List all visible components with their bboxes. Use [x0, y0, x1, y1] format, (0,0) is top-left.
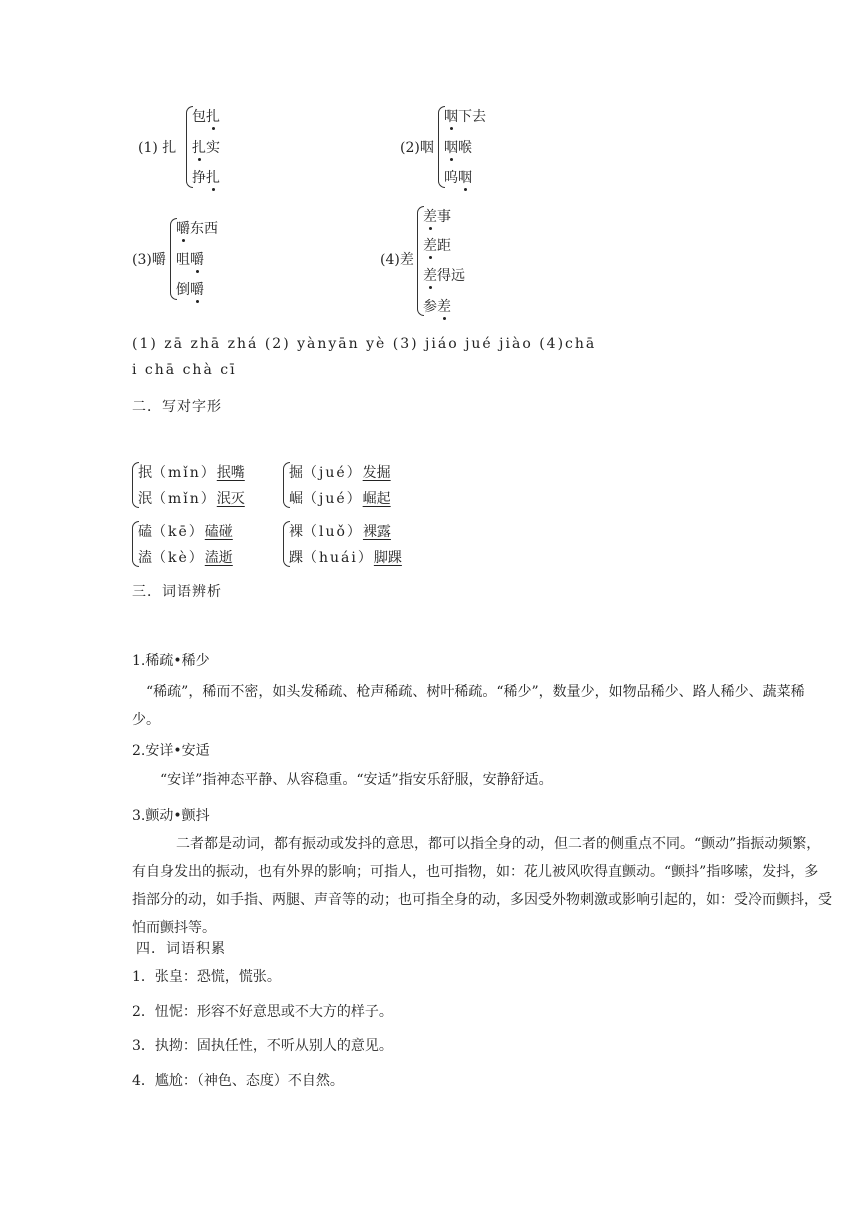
accum-item: 3．执拗：固执任性，不听从别人的意见。: [132, 1038, 393, 1054]
group2-item: 咽喉: [444, 137, 472, 157]
pair3-a: 磕（kē）磕碰: [138, 524, 233, 540]
section2-title: 二．写对字形: [132, 399, 222, 415]
group3-item: 倒嚼: [176, 279, 204, 299]
pair2-b: 崛（jué）崛起: [289, 491, 391, 507]
group1-item: 扎实: [192, 137, 220, 157]
group1-label: (1) 扎: [138, 140, 177, 156]
group3-item: 嚼东西: [176, 218, 218, 238]
accum-item: 2．忸怩：形容不好意思或不大方的样子。: [132, 1004, 393, 1020]
group4-label: (4)差: [380, 252, 414, 268]
accum-item: 1．张皇：恐慌，慌张。: [132, 969, 281, 985]
item2-title: 2.安详•安适: [132, 743, 210, 759]
pair4-b: 踝（huái）脚踝: [289, 550, 402, 566]
section4-title: 四．词语积累: [136, 941, 226, 957]
pair1-a: 抿（mǐn）抿嘴: [138, 465, 245, 481]
group4-item: 差事: [423, 206, 451, 226]
item3-title: 3.颤动•颤抖: [132, 808, 210, 824]
group3-item: 咀嚼: [176, 249, 204, 269]
group4-item: 差得远: [423, 265, 465, 285]
answers-line-1: (1) zā zhā zhá (2) yànyān yè (3) jiáo jué jiào (4)chā: [132, 336, 597, 352]
group2-item: 呜咽: [444, 167, 472, 187]
pair3-b: 溘（kè）溘逝: [138, 550, 233, 566]
group4-item: 差距: [423, 235, 451, 255]
section3-title: 三．词语辨析: [132, 584, 222, 600]
item2-text: “安详”指神态平静、从容稳重。“安适”指安乐舒服，安静舒适。: [160, 772, 553, 788]
accum-item: 4．尴尬：（神色、态度）不自然。: [132, 1073, 344, 1089]
group1-item: 挣扎: [192, 167, 220, 187]
pair1-b: 泯（mǐn）泯灭: [138, 491, 245, 507]
item1-text: “稀疏”，稀而不密，如头发稀疏、枪声稀疏、树叶稀疏。“稀少”，数量少，如物品稀少、路人稀少、蔬菜稀少。: [132, 684, 805, 728]
pair4-a: 裸（luǒ）裸露: [289, 524, 391, 540]
group4-item: 参差: [423, 296, 451, 316]
pair2-a: 掘（jué）发掘: [289, 465, 391, 481]
group1-item: 包扎: [192, 106, 220, 126]
item3-text: 二者都是动词，都有振动或发抖的意思，都可以指全身的动，但二者的侧重点不同。“颤动”指振动频繁，有自身发出的振动，也有外界的影响；可指人，也可指物，如：花儿被风吹得直颤动。“颤抖”指哆嗦，发抖，多指部分的动，如手指、两腿、声音等的动；也可指全身的动，多因受外物刺激或影响引起的，如：受冷而颤抖，受怕而颤抖等。: [132, 836, 832, 936]
group2-item: 咽下去: [444, 106, 486, 126]
item1-title: 1.稀疏•稀少: [132, 653, 210, 669]
answers-line-2: i chā chà cī: [132, 362, 237, 378]
group3-label: (3)嚼: [132, 252, 166, 268]
group2-label: (2)咽: [400, 140, 434, 156]
